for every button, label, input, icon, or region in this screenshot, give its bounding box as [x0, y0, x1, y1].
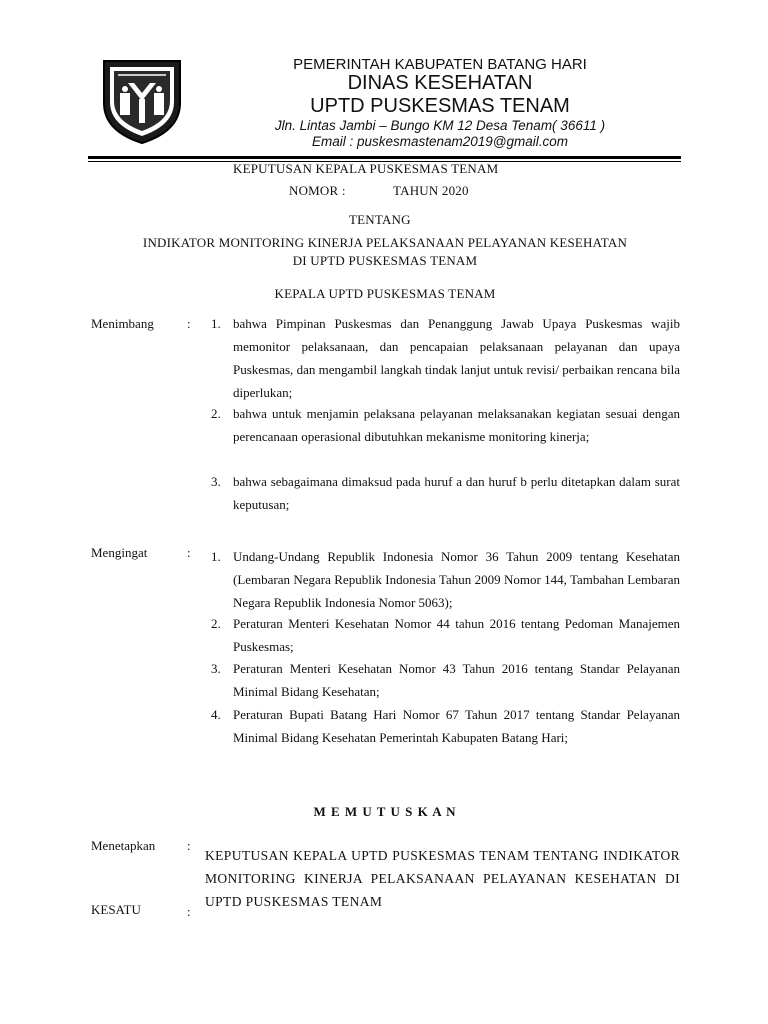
- official-title: KEPALA UPTD PUSKESMAS TENAM: [274, 286, 496, 301]
- kesatu-colon: :: [187, 904, 191, 919]
- unit-name: UPTD PUSKESMAS TENAM: [310, 95, 570, 117]
- mengingat-item-text: Peraturan Menteri Kesehatan Nomor 44 tahun 2016 tentang Pedoman Manajemen Puskesmas;: [233, 616, 680, 654]
- kesatu-label: KESATU: [91, 902, 141, 917]
- mengingat-colon: :: [187, 545, 191, 560]
- regency-emblem-logo: [98, 55, 186, 145]
- mengingat-item-number: 3.: [211, 661, 221, 676]
- menimbang-label: Menimbang: [91, 316, 154, 331]
- agency-name: DINAS KESEHATAN: [347, 72, 533, 94]
- mengingat-item-text: Peraturan Bupati Batang Hari Nomor 67 Tahun 2017 tentang Standar Pelayanan Minimal Bidang Kesehatan Pemerintah Kabupaten Batang Hari;: [233, 707, 680, 745]
- tahun-label: TAHUN 2020: [393, 183, 469, 198]
- memutuskan-heading: M E M U T U S K A N: [313, 804, 457, 819]
- menimbang-item-text: bahwa Pimpinan Puskesmas dan Penanggung Jawab Upaya Puskesmas wajib memonitor pelaksanaan, dan pencapaian pelaksanaan pelayanan dan upaya Puskesmas, dan mengambil langkah tindak lanjut untuk revisi/ perbaikan rencana bila diperlukan;: [233, 316, 680, 400]
- mengingat-item-text: Peraturan Menteri Kesehatan Nomor 43 Tahun 2016 tentang Standar Pelayanan Minimal Bidang Kesehatan;: [233, 661, 680, 699]
- mengingat-item-text: Undang-Undang Republik Indonesia Nomor 36 Tahun 2009 tentang Kesehatan (Lembaran Negara Republik Indonesia Tahun 2009 Nomor 144, Tambahan Lembaran Negara Republik Indonesia Nomor 5063);: [233, 549, 680, 610]
- menimbang-item-text: bahwa sebagaimana dimaksud pada huruf a dan huruf b perlu ditetapkan dalam surat keputusan;: [233, 474, 680, 512]
- address: Jln. Lintas Jambi – Bungo KM 12 Desa Tenam( 36611 ): [274, 118, 606, 133]
- mengingat-item-number: 1.: [211, 549, 221, 564]
- government-name: PEMERINTAH KABUPATEN BATANG HARI: [293, 56, 587, 73]
- mengingat-item-number: 2.: [211, 616, 221, 631]
- email: Email : puskesmastenam2019@gmail.com: [311, 134, 569, 149]
- tentang-label: TENTANG: [349, 212, 411, 227]
- decision-title: KEPUTUSAN KEPALA PUSKESMAS TENAM: [233, 161, 499, 176]
- menetapkan-text: KEPUTUSAN KEPALA UPTD PUSKESMAS TENAM TENTANG INDIKATOR MONITORING KINERJA PELAKSANAAN PELAYANAN KESEHATAN DI UPTD PUSKESMAS TENAM: [205, 848, 680, 909]
- menetapkan-label: Menetapkan: [91, 838, 156, 853]
- menetapkan-colon: :: [187, 838, 191, 853]
- menimbang-item-number: 1.: [211, 316, 221, 331]
- menimbang-item-number: 3.: [211, 474, 221, 489]
- menimbang-colon: :: [187, 316, 191, 331]
- letterhead-divider-thick: [88, 156, 681, 159]
- mengingat-label: Mengingat: [91, 545, 148, 560]
- subject-line-1: INDIKATOR MONITORING KINERJA PELAKSANAAN PELAYANAN KESEHATAN: [142, 235, 628, 250]
- nomor-label: NOMOR :: [289, 183, 346, 198]
- subject-line-2: DI UPTD PUSKESMAS TENAM: [292, 253, 478, 268]
- mengingat-item-number: 4.: [211, 707, 221, 722]
- menimbang-item-text: bahwa untuk menjamin pelaksana pelayanan melaksanakan kegiatan sesuai dengan perencanaan operasional dibutuhkan mekanisme monitoring kinerja;: [233, 406, 680, 444]
- menimbang-item-number: 2.: [211, 406, 221, 421]
